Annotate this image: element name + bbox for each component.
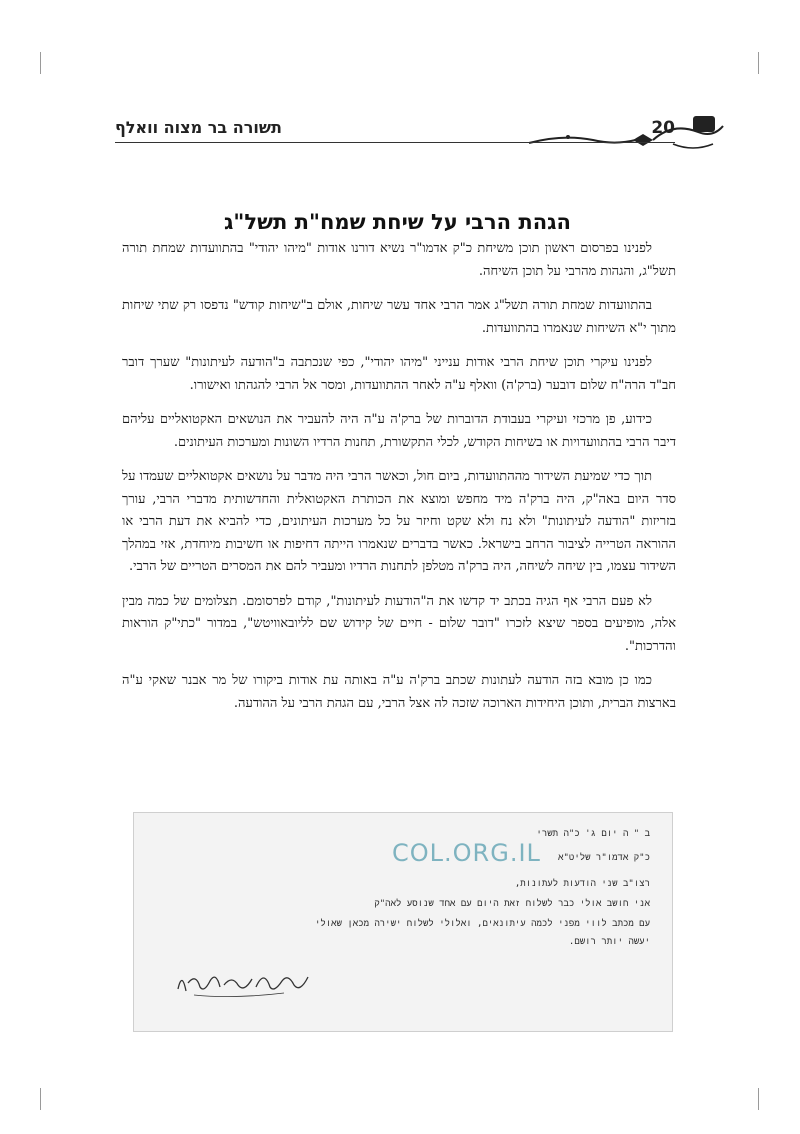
paragraph: כמו כן מובא בזה הודעה לעתונות שכתב ברק'ה ע"ה באותה עת אודות ביקורו של מר אבנר שאקי ע"ה בארצות הברית, ותוכן היחידות הארוכה שזכה לה אצל הרבי, עם הגהת הרבי על ההודעה.: [122, 673, 676, 711]
typed-letter-scan: [133, 812, 673, 1032]
paragraph: תוך כדי שמיעת השידור מההתוועדות, ביום חול, וכאשר הרבי היה מדבר על נושאים אקטואליים שעמדו על סדר היום באה"ק, היה ברק'ה מיד מחפש ומוצא את הכותרת האקטואלית והחדשותית מדברי הרבי, עורך בזריזות "הודעה לעיתונות" ולא נח ולא שקט וחיזר על כל מערכות העיתונים, כדי להביא את דעת הרבי או ההוראה הטרייה לציבור הרחב בישראל. כאשר בדברים שנאמרו הייתה דחיפות או חשיבות מיוחדת, אזי במהלך השידור עצמו, בין שיחה לשיחה, היה ברק'ה מטלפן לתחנות הרדיו ומעביר להם את המסרים הטריים של הרבי.: [122, 469, 676, 574]
letter-line: עם מכתב לווי מפני לכמה עיתונאים, ואלולי לשלוח ישירה מכאן שאולי: [314, 919, 650, 929]
paragraph: בהתוועדות שמחת תורה תשל"ג אמר הרבי אחד עשר שיחות, אולם ב"שיחות קודש" נדפסו רק שתי שיחות מתוך י"א השיחות שנאמרו בהתוועדות.: [122, 298, 676, 336]
book-title: תשורה בר מצוה וואלף: [115, 118, 282, 137]
running-head: [115, 110, 675, 144]
letter-line: יעשה יותר רושם.: [568, 937, 650, 947]
paragraph: לפנינו עיקרי תוכן שיחת הרבי אודות ענייני "מיהו יהודי", כפי שנכתבה ב"הודעה לעיתונות" שערך דובר חב"ד הרה"ח שלום דובער (ברק'ה) וואלף ע"ה לאחר ההתוועדות, ומסר אל הרבי להגהתו ואישורו.: [122, 355, 676, 393]
crop-mark: [40, 1088, 41, 1110]
article-body: [122, 238, 676, 727]
page-title: הגהת הרבי על שיחת שמח"ת תשל"ג: [224, 210, 571, 235]
paragraph: כידוע, פן מרכזי ועיקרי בעבודת הדוברות של ברק'ה ע"ה היה להעביר את הנושאים האקטואליים עליהם דיבר הרבי בהתוועדויות או בשיחות הקודש, לכלי התקשורת, תחנות הרדיו השונות ומערכות העיתונים.: [122, 412, 676, 450]
crop-mark: [758, 52, 759, 74]
header-rule: [115, 142, 675, 143]
paragraph: לפנינו בפרסום ראשון תוכן משיחת כ"ק אדמו"ר נשיא דורנו אודות "מיהו יהודי" בהתוועדות שמחת תורה תשל"ג, והגהות מהרבי על תוכן השיחה.: [122, 241, 676, 279]
letter-line: אני חושב אולי כבר לשלוח זאת היום עם אחד שנוסע לאה"ק: [374, 899, 650, 909]
letter-date: ב " ה יום ג' כ"ה תשרי: [536, 829, 650, 839]
crop-mark: [758, 1088, 759, 1110]
paragraph: לא פעם הרבי אף הגיה בכתב יד קדשו את ה"הודעות לעיתונות", קודם לפרסומם. תצלומים של כמה מבין אלה, מופיעים בספר שיצא לזכרו "דובר שלום - חיים של קידוש שם לליובאוויטש", במדור "כתי"ק הוראות והדרכות".: [122, 593, 676, 654]
handwritten-signature: [174, 963, 314, 1003]
ornament-icon: [523, 110, 753, 154]
crop-mark: [40, 52, 41, 74]
watermark: COL.ORG.IL: [392, 839, 541, 867]
page-number: 20: [651, 118, 675, 138]
letter-line: רצו"ב שני הודעות לעתונות,: [514, 879, 650, 889]
letter-addressee: כ"ק אדמו"ר שליט"א: [558, 853, 650, 863]
